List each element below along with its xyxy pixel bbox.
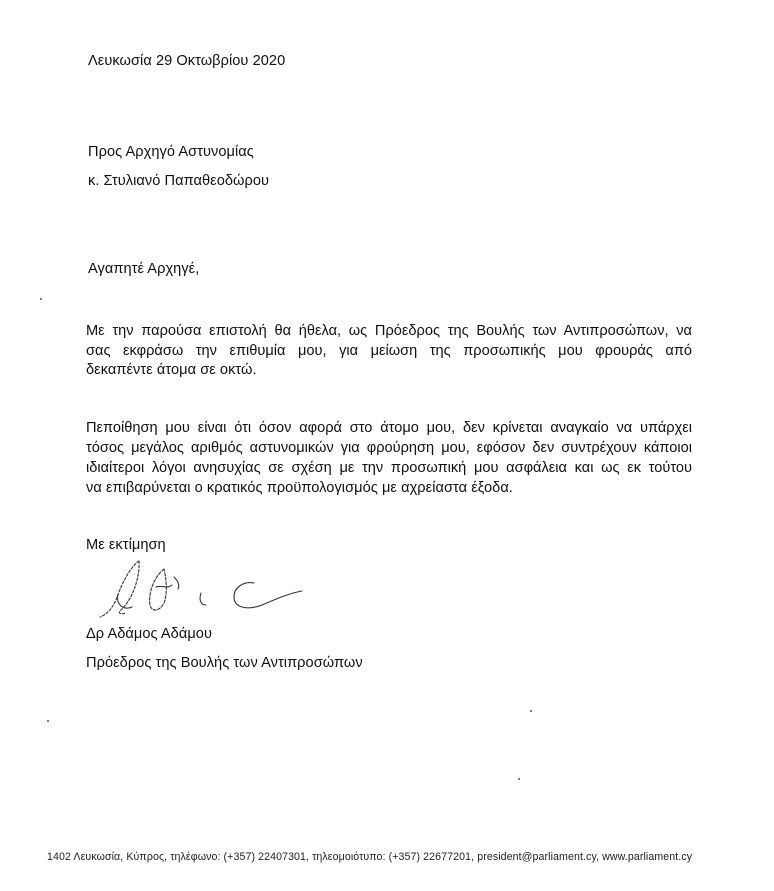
recipient-line-2: κ. Στυλιανό Παπαθεοδώρου — [88, 173, 270, 189]
closing: Με εκτίμηση — [86, 537, 166, 553]
paragraph-1-line-1: Με την παρούσα επιστολή θα ήθελα, ως Πρόεδρος της Βουλής των Αντιπροσώπων, να — [86, 323, 692, 339]
date-line: Λευκωσία 29 Οκτωβρίου 2020 — [88, 53, 286, 69]
paragraph-2-line-4: να επιβαρύνεται ο κρατικός προϋπολογισμός με αχρείαστα έξοδα. — [86, 480, 513, 496]
salutation: Αγαπητέ Αρχηγέ, — [88, 261, 200, 277]
paragraph-2-line-1: Πεποίθηση μου είναι ότι όσον αφορά στο άτομο μου, δεν κρίνεται αναγκαίο να υπάρχει — [86, 420, 692, 436]
footer-contact: 1402 Λευκωσία, Κύπρος, τηλέφωνο: (+357) 22407301, τηλεομοιότυπο: (+357) 22677201, president@parliament.cy, www.parliament.cy — [47, 851, 693, 863]
paragraph-1-line-3: δεκαπέντε άτομα σε οκτώ. — [86, 362, 257, 378]
recipient-line-1: Προς Αρχηγό Αστυνομίας — [88, 144, 254, 160]
paragraph-2-line-3: ιδιαίτεροι λόγοι ανησυχίας σε σχέση με την προσωπική μου ασφάλεια και ως εκ τούτου — [86, 460, 692, 476]
signatory-name: Δρ Αδάμος Αδάμου — [86, 626, 213, 642]
signature-image — [96, 555, 316, 627]
scan-speck — [40, 298, 42, 300]
paragraph-2-line-2: τόσος μεγάλος αριθμός αστυνομικών για φρούρηση μου, εφόσον δεν συντρέχουν κάποιοι — [86, 440, 692, 456]
signatory-title: Πρόεδρος της Βουλής των Αντιπροσώπων — [86, 655, 363, 671]
paragraph-1-line-2: σας εκφράσω την επιθυμία μου, για μείωση της προσωπικής μου φρουράς από — [86, 343, 692, 359]
scan-speck — [47, 720, 49, 722]
scan-speck — [530, 710, 532, 712]
scan-speck — [518, 778, 520, 780]
